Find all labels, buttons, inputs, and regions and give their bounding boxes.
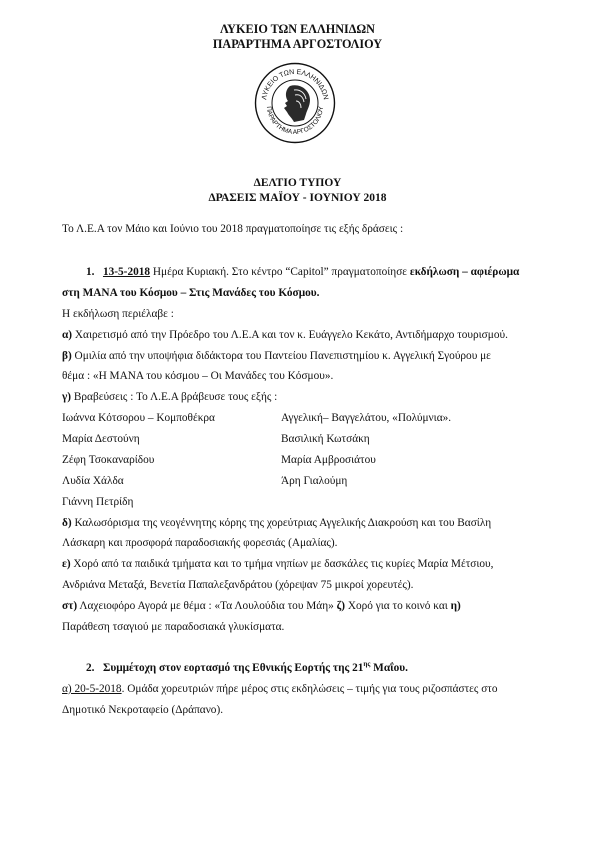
title-line-2: ΔΡΑΣΕΙΣ ΜΑΪΟΥ - ΙΟΥΝΙΟΥ 2018 — [208, 192, 387, 204]
item2-a-line2: Δημοτικό Νεκροταφείο (Δράπανο). — [62, 704, 224, 716]
award-right-3: Μαρία Αμβροσιάτου — [281, 454, 376, 466]
item1-f-label: στ) — [62, 600, 78, 612]
item1-e-label: ε) — [62, 558, 71, 570]
seal-bottom-text: ΠΑΡΑΡΤΗΜΑ ΑΡΓΟΣΤΟΛΙΟΥ — [264, 106, 326, 137]
item1-included: Η εκδήλωση περιέλαβε : — [62, 308, 174, 320]
item1-g-text: Χορό για το κοινό και — [345, 600, 451, 612]
item1-h-text: Παράθεση τσαγιού με παραδοσιακά γλυκίσματα. — [62, 621, 285, 633]
item1-d-text1: Καλωσόρισμα της νεογέννητης κόρης της χορεύτριας Αγγελικής Διακρούση και του Βασίλη — [71, 517, 492, 529]
intro-paragraph: Το Λ.Ε.Α τον Μάιο και Ιούνιο του 2018 πραγματοποίησε τις εξής δράσεις : — [62, 223, 404, 235]
item2-a-date: α) 20-5-2018 — [62, 683, 122, 695]
item1-a — [62, 328, 508, 342]
item2-a-line1 — [62, 682, 497, 696]
item1-b-label: β) — [62, 350, 72, 362]
item1-g-label: ζ) — [336, 600, 346, 612]
item1-f-text: Λαχειοφόρο Αγορά με θέμα : «Τα Λουλούδια του Μάη» — [77, 600, 337, 612]
item1-text: Ημέρα Κυριακή. Στο κέντρο “Capitol” πραγματοποίησε — [150, 266, 410, 278]
item1-date: 13-5-2018 — [102, 266, 151, 278]
item1-a-text: Χαιρετισμό από την Πρόεδρο του Λ.Ε.Α και τον κ. Ευάγγελο Κεκάτο, Αντιδήμαρχο τουρισμού. — [72, 329, 508, 341]
item1-b-text1: Ομιλία από την υποψήφια διδάκτορα του Παντείου Πανεπιστημίου κ. Αγγελική Σγούρου με — [71, 350, 491, 362]
award-left-5: Γιάννη Πετρίδη — [62, 496, 134, 508]
lyceum-seal-logo — [254, 62, 336, 144]
item1-d-label: δ) — [62, 517, 72, 529]
item1-a-label: α) — [62, 329, 73, 341]
org-name: ΛΥΚΕΙΟ ΤΩΝ ΕΛΛΗΝΙΔΩΝ — [220, 22, 375, 36]
item2-a-text1: . Ομάδα χορευτριών πήρε μέρος στις εκδηλώσεις – τιμής για τους ριζοσπάστες στο — [121, 683, 498, 695]
item2-heading-sup: ης — [363, 660, 371, 669]
item1-b-line1 — [62, 349, 491, 363]
item1-d-line2: Λάσκαρη και προσφορά παραδοσιακής φορεσιάς (Αμαλίας). — [62, 537, 338, 549]
award-left-2: Μαρία Δεστούνη — [62, 433, 140, 445]
item2-heading-text: Συμμέτοχη στον εορτασμό της Εθνικής Εορτής της 21 — [102, 662, 364, 674]
item1-number: 1. — [86, 266, 95, 278]
item1-event-subtitle: στη ΜΑΝΑ του Κόσμου – Στις Μανάδες του Κόσμου. — [62, 287, 320, 299]
award-left-1: Ιωάννα Κότσορου – Κομποθέκρα — [62, 412, 215, 424]
item1-d-line1 — [62, 516, 491, 530]
item2-heading-post: Μαΐου. — [370, 662, 408, 674]
item2-number: 2. — [86, 662, 95, 674]
branch-name: ΠΑΡΑΡΤΗΜΑ ΑΡΓΟΣΤΟΛΙΟΥ — [212, 37, 383, 51]
item1-e-text1: Χορό από τα παιδικά τμήματα και το τμήμα νηπίων με δασκάλες τις κυρίες Μαρία Μέτσιου, — [70, 558, 494, 570]
award-right-1: Αγγελική– Βαγγελάτου, «Πολύμνια». — [281, 412, 452, 424]
award-right-2: Βασιλική Κωτσάκη — [281, 433, 370, 445]
item1-c-text: Βραβεύσεις : Το Λ.Ε.Α βράβευσε τους εξής : — [71, 391, 278, 403]
item1-h-label: η) — [450, 600, 461, 612]
item1-c-label: γ) — [62, 391, 72, 403]
item1-line1 — [86, 265, 519, 279]
award-left-3: Ζέφη Τσοκαναρίδου — [62, 454, 155, 466]
item2-heading — [86, 661, 408, 675]
item1-event-title: εκδήλωση – αφιέρωμα — [409, 266, 520, 278]
item1-f-g-h — [62, 599, 461, 613]
title-line-1: ΔΕΛΤΙΟ ΤΥΠΟΥ — [253, 177, 342, 189]
item1-c — [62, 390, 277, 404]
award-right-4: Άρη Γιαλούμη — [281, 475, 348, 487]
item1-e-line1 — [62, 557, 493, 571]
item1-b-line2: θέμα : «Η ΜΑΝΑ του κόσμου – Οι Μανάδες του Κόσμου». — [62, 370, 334, 382]
award-left-4: Λυδία Χάλδα — [62, 475, 124, 487]
seal-top-text: ΛΥΚΕΙΟ ΤΩΝ ΕΛΛΗΝΙΔΩΝ — [261, 68, 329, 101]
item1-e-line2: Ανδριάνα Μεταξά, Βενετία Παπαλεξανδράτου (χόρεψαν 75 μικροί χορευτές). — [62, 579, 414, 591]
